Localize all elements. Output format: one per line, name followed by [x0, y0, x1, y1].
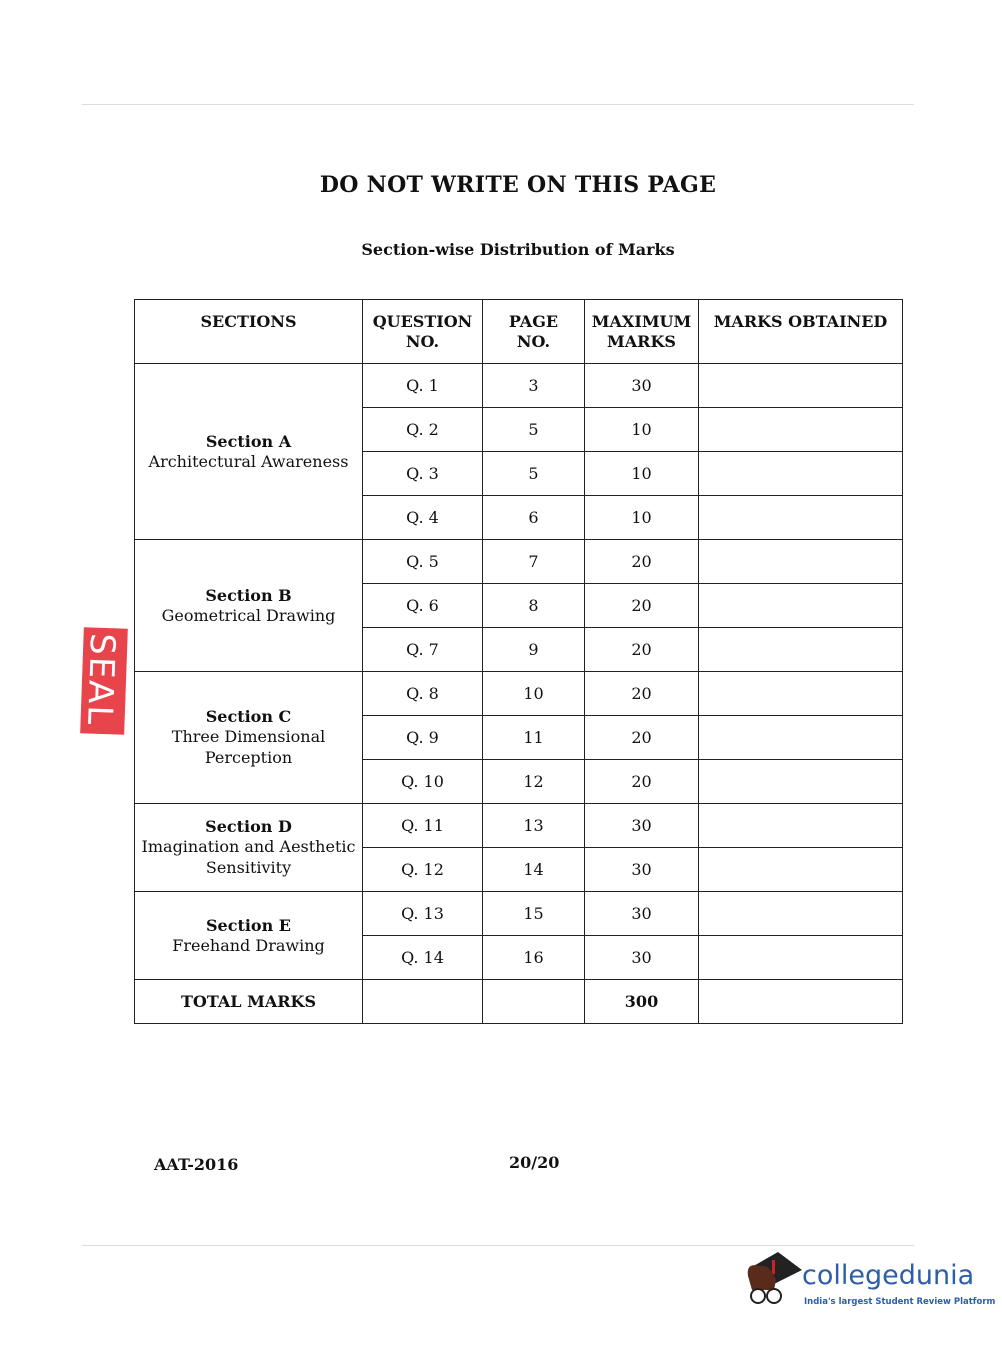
bottom-rule — [82, 1245, 914, 1246]
empty-cell — [483, 980, 585, 1024]
section-cell: Section B Geometrical Drawing — [135, 540, 363, 672]
marks-obtained-cell[interactable] — [699, 496, 903, 540]
page-number: 20/20 — [509, 1153, 560, 1172]
max-marks: 30 — [585, 892, 699, 936]
marks-obtained-cell[interactable] — [699, 760, 903, 804]
total-obtained-cell[interactable] — [699, 980, 903, 1024]
total-row — [135, 980, 903, 1024]
page-no: 6 — [483, 496, 585, 540]
table-caption: Section-wise Distribution of Marks — [361, 240, 675, 259]
page-no: 10 — [483, 672, 585, 716]
max-marks: 30 — [585, 364, 699, 408]
section-cell: Section D Imagination and Aesthetic Sensitivity — [135, 804, 363, 892]
table-row — [135, 804, 903, 848]
max-marks: 20 — [585, 540, 699, 584]
max-marks: 20 — [585, 672, 699, 716]
question-no: Q. 11 — [363, 804, 483, 848]
marks-obtained-cell[interactable] — [699, 452, 903, 496]
question-no: Q. 3 — [363, 452, 483, 496]
page-no: 15 — [483, 892, 585, 936]
header-maximum-marks: MAXIMUM MARKS — [585, 300, 699, 364]
marks-obtained-cell[interactable] — [699, 848, 903, 892]
page-no: 8 — [483, 584, 585, 628]
page-no: 11 — [483, 716, 585, 760]
marks-table — [134, 299, 903, 1024]
question-no: Q. 4 — [363, 496, 483, 540]
page-no: 5 — [483, 452, 585, 496]
marks-obtained-cell[interactable] — [699, 804, 903, 848]
table-row — [135, 364, 903, 408]
question-no: Q. 7 — [363, 628, 483, 672]
table-row — [135, 540, 903, 584]
page-no: 7 — [483, 540, 585, 584]
question-no: Q. 8 — [363, 672, 483, 716]
marks-obtained-cell[interactable] — [699, 408, 903, 452]
question-no: Q. 10 — [363, 760, 483, 804]
max-marks: 10 — [585, 408, 699, 452]
page-no: 14 — [483, 848, 585, 892]
question-no: Q. 5 — [363, 540, 483, 584]
table-row — [135, 672, 903, 716]
question-no: Q. 1 — [363, 364, 483, 408]
total-label: TOTAL MARKS — [135, 980, 363, 1024]
question-no: Q. 2 — [363, 408, 483, 452]
marks-obtained-cell[interactable] — [699, 584, 903, 628]
total-max: 300 — [585, 980, 699, 1024]
question-no: Q. 14 — [363, 936, 483, 980]
question-no: Q. 12 — [363, 848, 483, 892]
max-marks: 20 — [585, 716, 699, 760]
max-marks: 30 — [585, 848, 699, 892]
marks-obtained-cell[interactable] — [699, 540, 903, 584]
page-no: 13 — [483, 804, 585, 848]
max-marks: 10 — [585, 452, 699, 496]
section-cell: Section A Architectural Awareness — [135, 364, 363, 540]
question-no: Q. 9 — [363, 716, 483, 760]
page-no: 16 — [483, 936, 585, 980]
marks-obtained-cell[interactable] — [699, 716, 903, 760]
top-rule — [82, 104, 914, 105]
paper-code: AAT-2016 — [154, 1155, 239, 1174]
empty-cell — [363, 980, 483, 1024]
page-title: DO NOT WRITE ON THIS PAGE — [319, 172, 717, 198]
table-row — [135, 892, 903, 936]
page-no: 9 — [483, 628, 585, 672]
seal-stamp: SEAL — [80, 627, 128, 734]
header-sections: SECTIONS — [135, 300, 363, 364]
page-no: 5 — [483, 408, 585, 452]
mascot-icon — [744, 1250, 802, 1312]
collegedunia-logo: collegedunia India's largest Student Review Platform — [744, 1250, 974, 1315]
max-marks: 20 — [585, 628, 699, 672]
header-row — [135, 300, 903, 364]
marks-obtained-cell[interactable] — [699, 936, 903, 980]
marks-obtained-cell[interactable] — [699, 364, 903, 408]
section-cell: Section C Three Dimensional Perception — [135, 672, 363, 804]
max-marks: 20 — [585, 760, 699, 804]
question-no: Q. 13 — [363, 892, 483, 936]
max-marks: 10 — [585, 496, 699, 540]
marks-obtained-cell[interactable] — [699, 892, 903, 936]
max-marks: 20 — [585, 584, 699, 628]
page-no: 12 — [483, 760, 585, 804]
section-cell: Section E Freehand Drawing — [135, 892, 363, 980]
marks-obtained-cell[interactable] — [699, 672, 903, 716]
header-page-no: PAGE NO. — [483, 300, 585, 364]
header-marks-obtained: MARKS OBTAINED — [699, 300, 903, 364]
page-no: 3 — [483, 364, 585, 408]
question-no: Q. 6 — [363, 584, 483, 628]
marks-obtained-cell[interactable] — [699, 628, 903, 672]
header-question-no: QUESTION NO. — [363, 300, 483, 364]
max-marks: 30 — [585, 804, 699, 848]
max-marks: 30 — [585, 936, 699, 980]
